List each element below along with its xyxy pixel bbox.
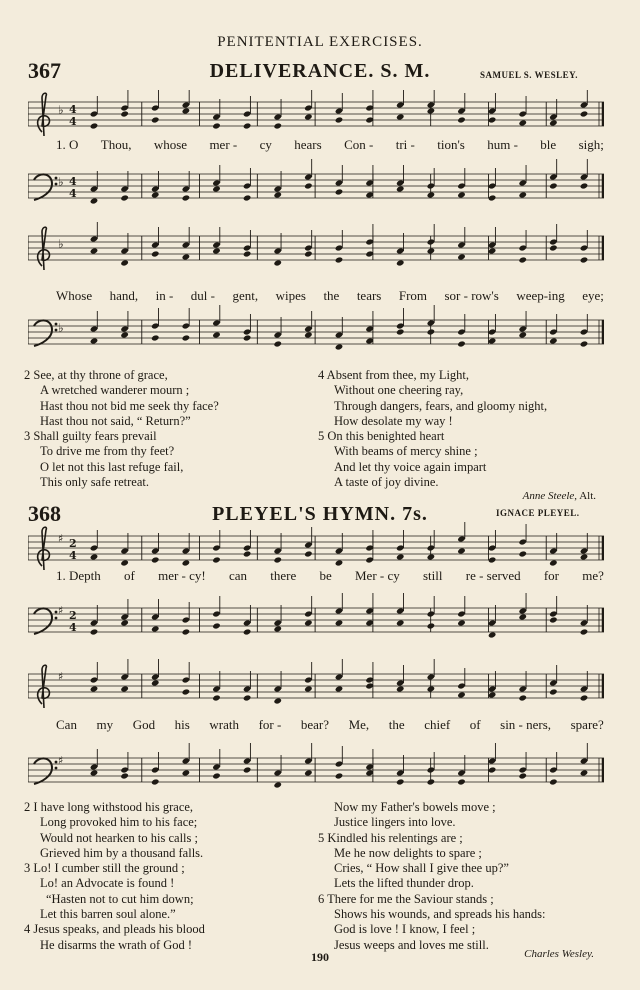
author-suffix-367: , Alt.: [574, 490, 596, 502]
time-signature-top: 2: [69, 537, 77, 550]
lyric-syllable: Con -: [344, 137, 374, 152]
key-signature-sharp: ♯: [58, 604, 64, 617]
lyric-syllable: hears: [294, 137, 322, 152]
stanza-line: 3 Lo! I cumber still the ground ;: [24, 861, 185, 876]
lyric-syllable: ble: [540, 137, 557, 152]
stanza-line: Grieved him by a thousand falls.: [40, 845, 204, 860]
lyric-syllable: the: [323, 288, 340, 303]
lyric-syllable: Whose: [56, 288, 93, 303]
time-signature-top: 4: [69, 175, 77, 188]
lyric-syllable: for: [543, 568, 559, 583]
stanza-line: How desolate my way !: [334, 413, 453, 428]
lyric-syllable: re - served: [465, 568, 521, 583]
stanza-line: With beams of mercy shine ;: [334, 444, 478, 459]
stanza-line: 5 On this benighted heart: [318, 429, 445, 444]
time-signature-top: 4: [69, 103, 77, 116]
lyric-syllable: sigh;: [578, 137, 604, 152]
staff: [28, 93, 604, 136]
lyric-syllable: whose: [153, 137, 188, 152]
lyric-syllable: still: [422, 568, 443, 583]
running-head: PENITENTIAL EXERCISES.: [217, 34, 423, 50]
stanza-line: Lets the lifted thunder drop.: [334, 876, 474, 891]
hymn-author-368: Charles Wesley.: [524, 948, 594, 960]
lyric-syllable: bear?: [300, 717, 330, 732]
lyric-syllable: tion's: [437, 137, 465, 152]
lyric-syllable: mer -: [209, 137, 238, 152]
hymn-author-367: [523, 490, 596, 502]
stanza-line: Shows his wounds, and spreads his hands:: [334, 907, 546, 922]
lyric-syllable: in -: [155, 288, 174, 303]
hymn-title-367: DELIVERANCE. S. M.: [209, 60, 431, 82]
lyric-syllable: eye;: [582, 288, 604, 303]
lyric-syllable: Mer - cy: [354, 568, 400, 583]
key-signature-flat: ♭: [58, 237, 64, 251]
music-system-368-1: [28, 522, 604, 648]
time-signature-top: 2: [69, 609, 77, 622]
hymn-composer-368: IGNACE PLEYEL.: [496, 508, 580, 518]
time-signature-bottom: 4: [69, 621, 77, 634]
lyric-syllable: Can: [56, 717, 77, 732]
stanza-line: 3 Shall guilty fears prevail: [24, 429, 157, 444]
stanza-line: Without one cheering ray,: [334, 383, 464, 398]
lyric-syllable: sor - row's: [444, 288, 499, 303]
treble-clef-icon: [38, 527, 50, 570]
lyric-syllable: gent,: [232, 288, 259, 303]
hymn-number-367: 367: [28, 58, 61, 83]
lyric-syllable: his: [174, 717, 190, 732]
stanza-line: To drive me from thy feet?: [40, 444, 175, 459]
lyric-syllable: hand,: [109, 288, 139, 303]
stanza-line: And let thy voice again impart: [334, 459, 487, 474]
stanza-line: Now my Father's bowels move ;: [334, 800, 496, 814]
key-signature-flat: ♭: [58, 103, 64, 117]
lyric-syllable: mer - cy!: [158, 568, 206, 583]
stanza-line: This only safe retreat.: [40, 475, 149, 490]
stanza-line: Lo! an Advocate is found !: [40, 876, 175, 891]
lyric-syllable: can: [228, 568, 248, 583]
lyric-syllable: of: [124, 568, 135, 583]
key-signature-flat: ♭: [58, 175, 64, 189]
lyric-syllable: my: [96, 717, 114, 732]
lyric-syllable: tri -: [395, 137, 415, 152]
lyric-syllable: for -: [258, 717, 282, 732]
stanza-line: Me he now delights to spare ;: [334, 845, 482, 860]
page-number: 190: [311, 950, 329, 964]
key-signature-sharp: ♯: [58, 670, 64, 683]
stanza-line: 2 I have long withstood his grace,: [24, 800, 194, 814]
lyric-syllable: spare?: [570, 717, 604, 732]
stanzas-367-right: [318, 368, 547, 490]
stanza-line: Hast thou not bid me seek thy face?: [40, 398, 219, 413]
staff: [28, 227, 604, 270]
staff: [28, 604, 604, 634]
lyric-syllable: wipes: [275, 288, 306, 303]
lyric-syllable: the: [388, 717, 405, 732]
staff: [28, 320, 604, 346]
time-signature-bottom: 4: [69, 115, 77, 128]
lyric-syllable: tears: [356, 288, 382, 303]
stanza-line: 4 Jesus speaks, and pleads his blood: [24, 922, 205, 937]
key-signature-flat: ♭: [58, 321, 64, 335]
lyric-syllable: be: [319, 568, 332, 583]
key-signature-sharp: ♯: [58, 754, 64, 767]
stanza-line: 5 Kindled his relentings are ;: [318, 830, 463, 845]
bass-clef-icon: [34, 320, 52, 346]
bass-clef-icon: [34, 608, 52, 634]
stanza-line: Jesus weeps and loves me still.: [334, 937, 489, 952]
staff: [28, 754, 604, 784]
stanza-line: Let this barren soul alone.”: [40, 907, 176, 922]
lyric-syllable: 1. O: [56, 137, 79, 152]
stanza-line: O let not this last refuge fail,: [40, 459, 184, 474]
lyric-syllable: hum -: [487, 137, 518, 152]
stanzas-368-right: [318, 800, 545, 953]
bass-clef-icon: [34, 758, 52, 784]
lyrics-line-368-2: [56, 717, 604, 733]
author-name-367: Anne Steele: [522, 490, 575, 502]
stanza-line: Cries, “ How shall I give thee up?”: [334, 861, 509, 876]
stanza-line: He disarms the wrath of God !: [40, 937, 193, 952]
key-signature-sharp: ♯: [58, 532, 64, 545]
lyric-syllable: wrath: [209, 717, 239, 732]
lyric-syllable: dul -: [190, 288, 215, 303]
stanza-line: God is love ! I know, I feel ;: [334, 922, 476, 937]
hymn-number-368: 368: [28, 501, 61, 526]
stanza-line: Hast thou not said, “ Return?”: [40, 413, 191, 428]
stanza-line: 2 See, at thy throne of grace,: [24, 368, 168, 382]
stanza-line: Would not hearken to his calls ;: [40, 830, 198, 845]
treble-clef-icon: [38, 227, 50, 270]
stanza-line: Justice lingers into love.: [334, 815, 456, 830]
lyric-syllable: me?: [582, 568, 604, 583]
stanza-line: A taste of joy divine.: [334, 475, 439, 490]
hymn-title-368: PLEYEL'S HYMN. 7s.: [212, 503, 428, 525]
lyric-syllable: Me,: [348, 717, 370, 732]
staff: [28, 527, 604, 570]
treble-clef-icon: [38, 93, 50, 136]
hymn-composer-367: SAMUEL S. WESLEY.: [480, 70, 579, 80]
staff: [28, 174, 604, 200]
stanzas-368-left: [24, 800, 205, 953]
lyric-syllable: 1. Depth: [56, 568, 101, 583]
stanzas-367-left: [24, 368, 219, 490]
lyric-syllable: there: [270, 568, 297, 583]
staff: [28, 665, 604, 708]
stanza-line: 4 Absent from thee, my Light,: [318, 368, 470, 382]
stanza-line: Long provoked him to his face;: [40, 815, 198, 830]
treble-clef-icon: [38, 665, 50, 708]
notes: [90, 90, 588, 130]
lyrics-line-367-2: [56, 288, 604, 304]
lyric-syllable: From: [398, 288, 428, 303]
time-signature-bottom: 4: [69, 187, 77, 200]
lyric-syllable: chief: [424, 717, 451, 732]
lyrics-line-367-1: [56, 137, 604, 153]
lyric-syllable: God: [132, 717, 156, 732]
stanza-line: Through dangers, fears, and gloomy night,: [334, 398, 548, 413]
stanza-line: A wretched wanderer mourn ;: [40, 383, 190, 398]
lyric-syllable: sin - ners,: [500, 717, 552, 732]
bass-clef-icon: [34, 174, 52, 200]
stanza-line: 6 There for me the Saviour stands ;: [318, 891, 494, 906]
lyric-syllable: cy: [259, 137, 272, 152]
lyric-syllable: of: [469, 717, 481, 732]
lyric-syllable: weep-ing: [516, 288, 565, 303]
lyrics-line-368-1: [56, 568, 604, 584]
time-signature-bottom: 4: [69, 549, 77, 562]
lyric-syllable: Thou,: [100, 137, 132, 152]
stanza-line: “Hasten not to cut him down;: [46, 891, 194, 906]
